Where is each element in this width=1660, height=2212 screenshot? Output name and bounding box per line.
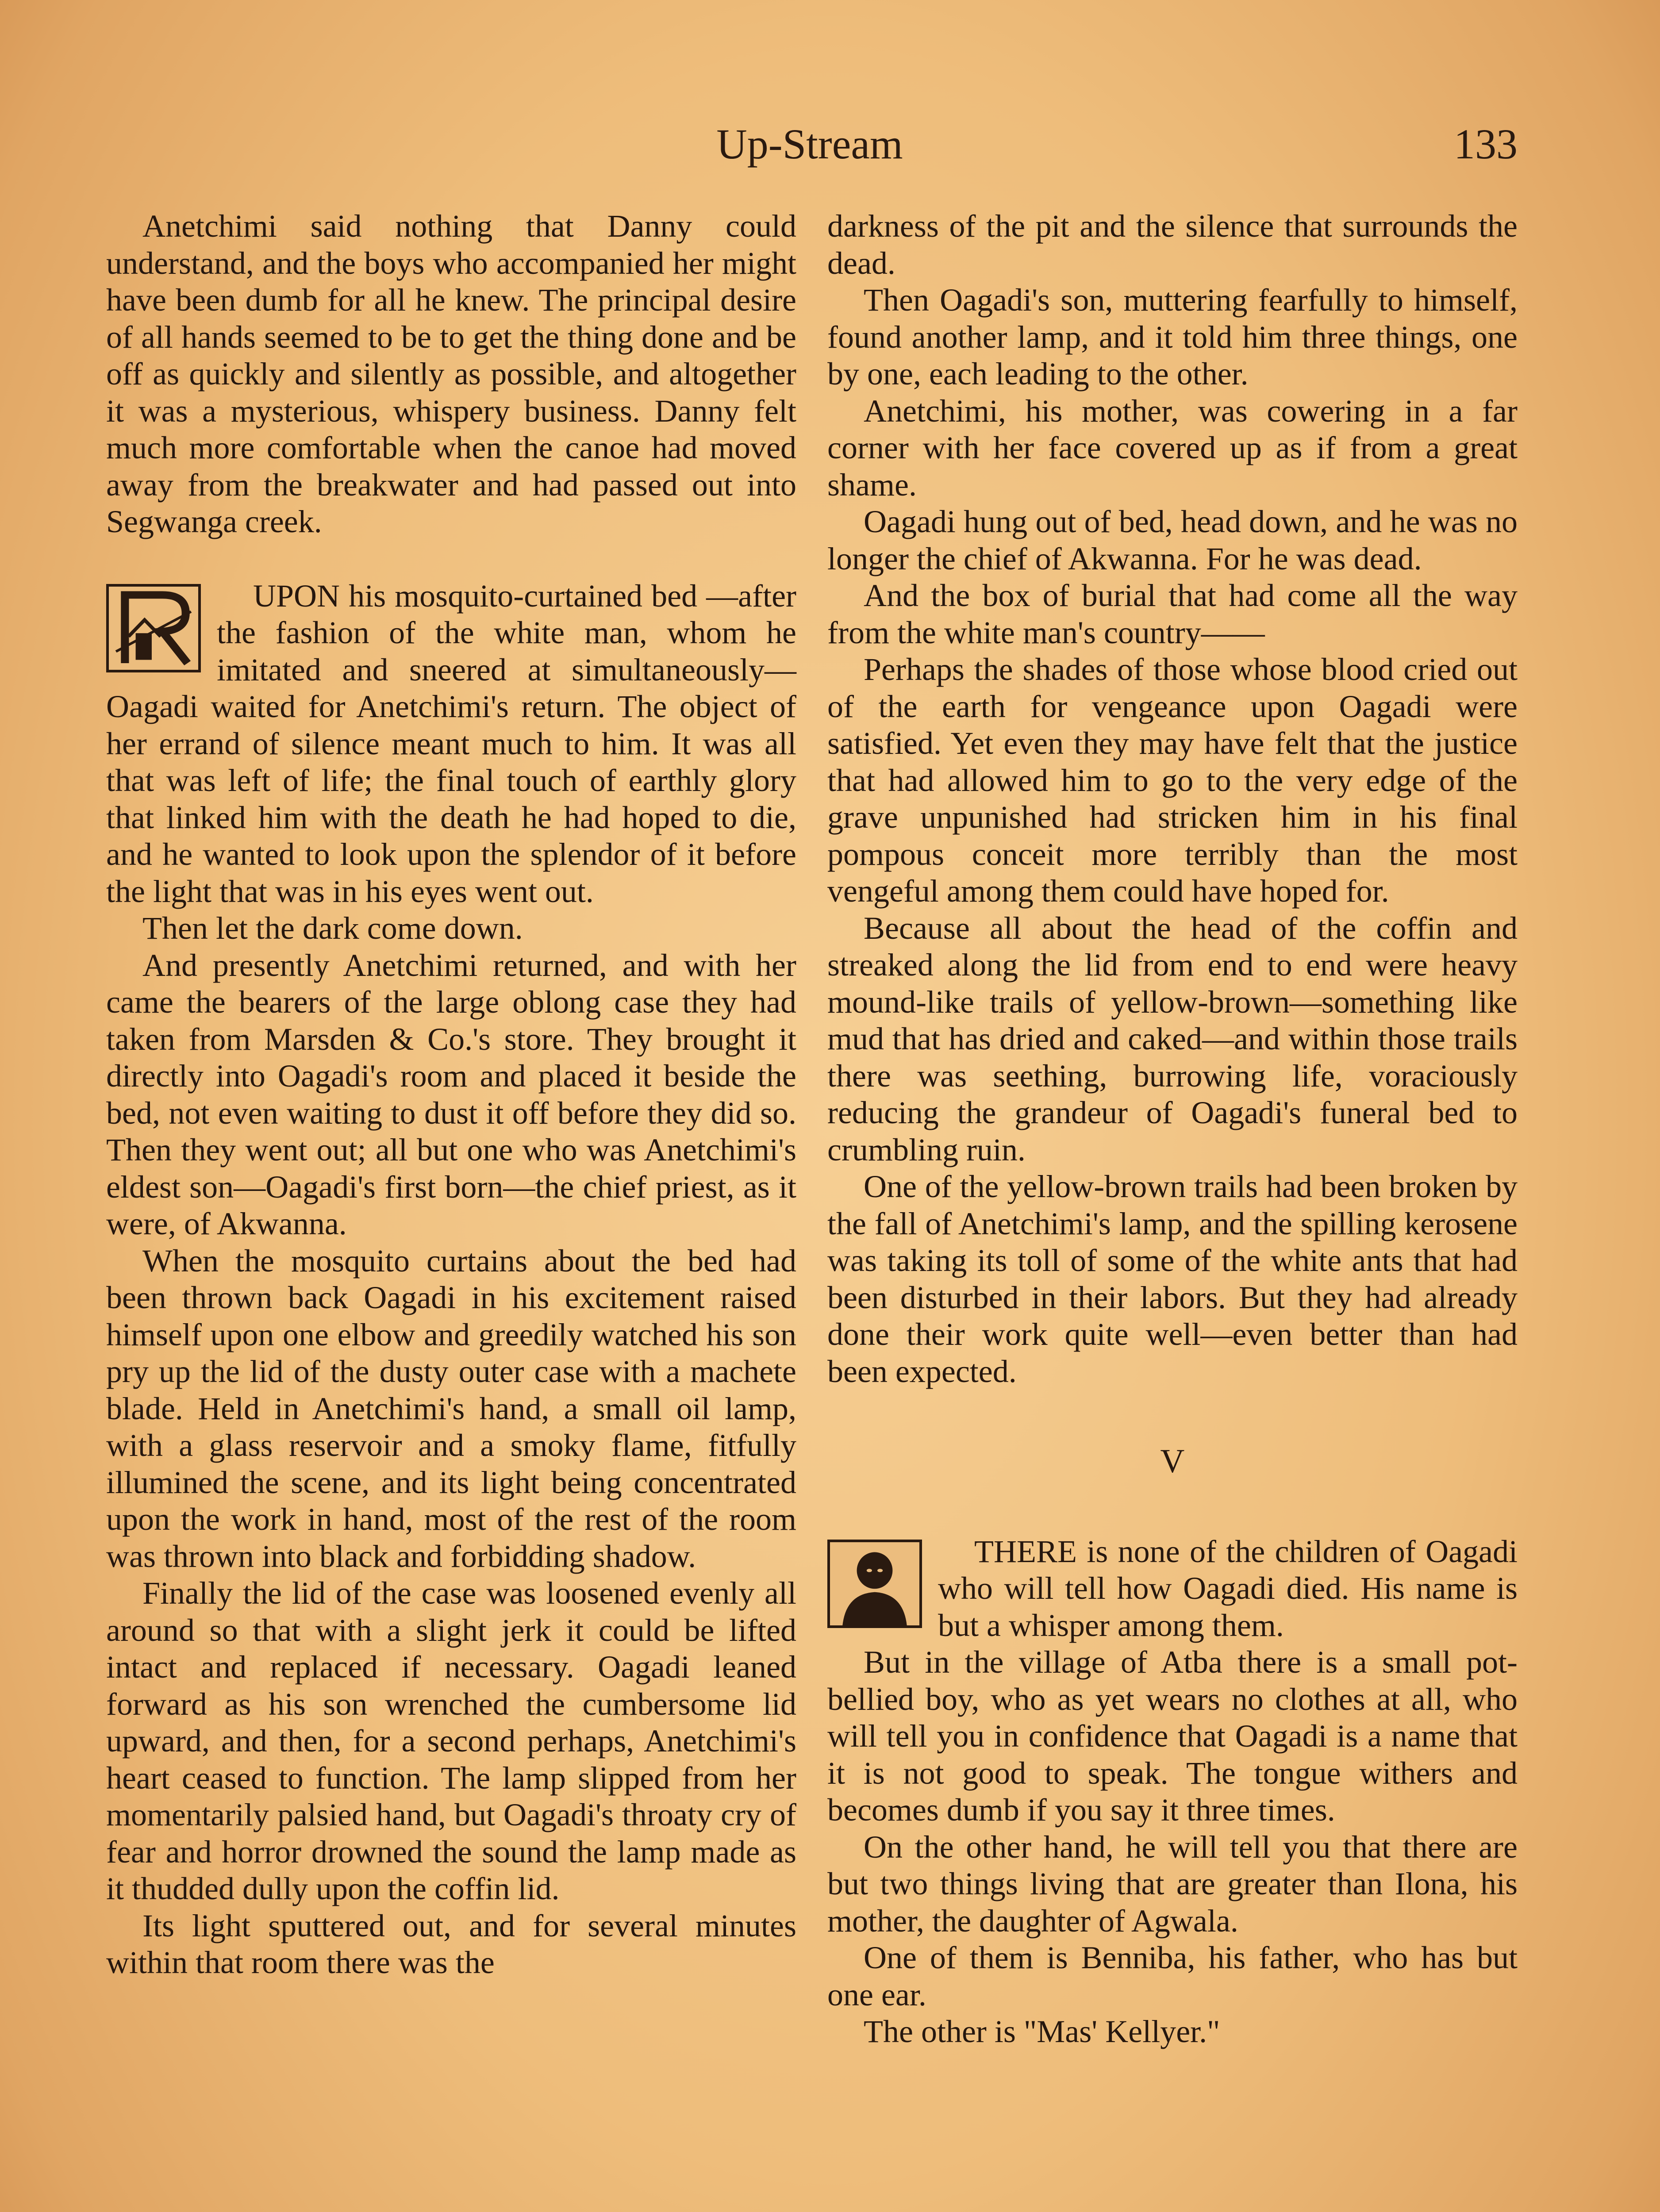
left-paragraph-5: When the mosquito curtains about the bed had been thrown back Oagadi in his excitement raised himself upon one elbow and greedily watched his son pry up the lid of the dusty outer case with a machete blade. Held in Anetchimi's hand, a small oil lamp, with a glass reservoir and a smoky flame, fitfully illumined the scene, and its light being concentrated upon the work in hand, most of the rest of the room was thrown into black and forbidding shadow. <box>106 1243 796 1574</box>
right-paragraph-12: One of them is Benniba, his father, who has but one ear. <box>827 1940 1518 2012</box>
section-numeral: V <box>1160 1443 1185 1480</box>
portrait-icon <box>830 1542 919 1625</box>
left-paragraph-7: Its light sputtered out, and for several minutes within that room there was the <box>106 1908 796 1980</box>
portrait-illustration <box>827 1540 922 1628</box>
left-paragraph-4: And presently Anetchimi returned, and with her came the bearers of the large oblong case they had taken from Marsden & Co.'s store. They brought it directly into Oagadi's room and placed it beside the bed, not even waiting to dust it off before they did so. Then they went out; all but one who was Anetchimi's eldest son—Oagadi's first born—the chief priest, as it were, of Akwanna. <box>106 947 796 1241</box>
page-number: 133 <box>1454 120 1518 168</box>
left-paragraph-2-text: UPON his mosquito-curtained bed —after the fashion of the white man, whom he imitated and sneered at simultaneously—Oagadi waited for Anetchimi's return. The object of her errand of silence meant much to him. It was all that was left of life; the final touch of earthly glory that linked him with the death he had hoped to die, and he wanted to look upon the splendor of it before the light that was in his eyes went out. <box>106 578 796 909</box>
left-column <box>106 208 796 1982</box>
left-paragraph-6: Finally the lid of the case was loosened evenly all around so that with a slight jerk it could be lifted intact and replaced if necessary. Oagadi leaned forward as his son wrenched the cumbersome lid upward, and then, for a second perhaps, Anetchimi's heart ceased to function. The lamp slipped from her momentarily palsied hand, but Oagadi's throaty cry of fear and horror drowned the sound the lamp made as it thudded dully upon the coffin lid. <box>106 1575 796 1906</box>
drop-cap-r-icon <box>109 587 198 670</box>
right-paragraph-7: Because all about the head of the coffin and streaked along the lid from end to end were heavy mound-like trails of yellow-brown—something like mud that has dried and caked—and within those trails there was seething, burrowing life, voraciously reducing the grandeur of Oagadi's funeral bed to crumbling ruin. <box>827 910 1518 1167</box>
right-column <box>827 208 1518 2051</box>
right-paragraph-5: And the box of burial that had come all the way from the white man's country—— <box>827 578 1518 650</box>
right-paragraph-13: The other is "Mas' Kellyer." <box>864 2014 1220 2049</box>
right-paragraph-8: One of the yellow-brown trails had been broken by the fall of Anetchimi's lamp, and the spilling kerosene was taking its toll of some of the white ants that had been disturbed in their labors. But they had already done their work quite well—even better than had been expected. <box>827 1169 1518 1389</box>
right-paragraph-9 <box>827 1533 1518 1644</box>
right-paragraph-3: Anetchimi, his mother, was cowering in a far corner with her face covered up as if from a great shame. <box>827 393 1518 503</box>
right-paragraph-4: Oagadi hung out of bed, head down, and he was no longer the chief of Akwanna. For he was dead. <box>827 504 1518 576</box>
section-break <box>106 541 796 578</box>
right-paragraph-9-text: THERE is none of the children of Oagadi who will tell how Oagadi died. His name is but a whisper among them. <box>938 1533 1518 1643</box>
left-paragraph-3: Then let the dark come down. <box>142 910 523 946</box>
right-paragraph-10: But in the village of Atba there is a small pot-bellied boy, who as yet wears no clothes at all, who will tell you in confidence that Oagadi is a name that it is not good to speak. The tongue withers and becomes dumb if you say it three times. <box>827 1644 1518 1828</box>
left-paragraph-1: Anetchimi said nothing that Danny could understand, and the boys who accompanied her might have been dumb for all he knew. The principal desire of all hands seemed to be to get the thing done and be off as quickly and silently as possible, and altogether it was a mysterious, whispery business. Danny felt much more comfortable when the canoe had moved away from the breakwater and had passed out into Segwanga creek. <box>106 208 796 539</box>
right-paragraph-11: On the other hand, he will tell you that there are but two things living that are greater than Ilona, his mother, the daughter of Agwala. <box>827 1829 1518 1939</box>
right-paragraph-2: Then Oagadi's son, muttering fearfully to himself, found another lamp, and it told him three things, one by one, each leading to the other. <box>827 282 1518 392</box>
right-paragraph-1: darkness of the pit and the silence that surrounds the dead. <box>827 208 1518 281</box>
right-paragraph-6: Perhaps the shades of those whose blood cried out of the earth for vengeance upon Oagadi were satisfied. Yet even they may have felt that the justice that had allowed him to go to the very edge of the grave unpunished had stricken him in his final pompous conceit more terribly than the most vengeful among them could have hoped for. <box>827 652 1518 909</box>
running-header-title: Up-Stream <box>716 120 903 168</box>
drop-cap-illustration <box>106 584 201 672</box>
left-paragraph-2 <box>106 578 796 910</box>
